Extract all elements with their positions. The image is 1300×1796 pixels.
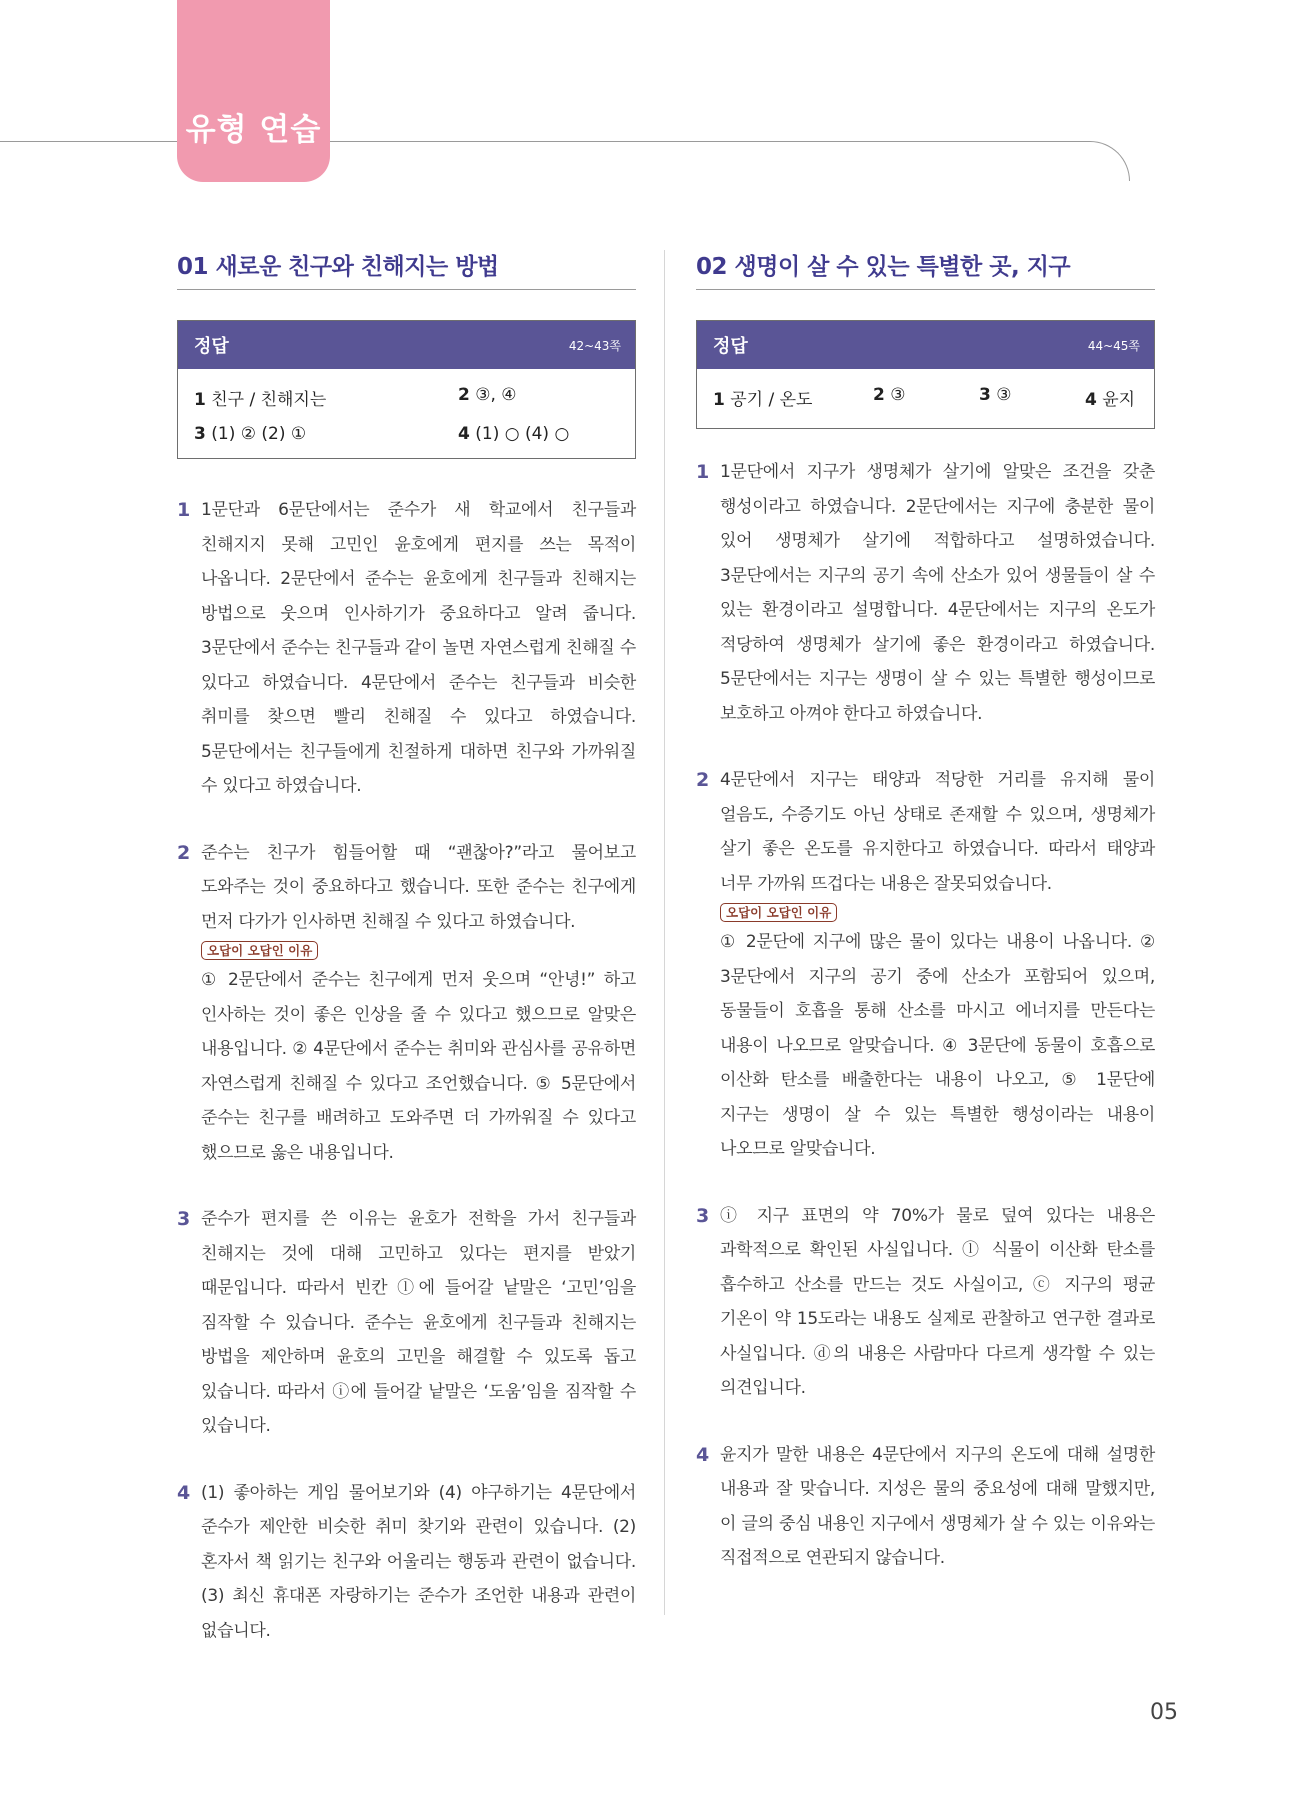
explanation-number: 2 — [177, 841, 191, 864]
explanation-item — [177, 1202, 636, 1444]
answer-item: 4 윤지 — [1085, 390, 1136, 410]
answer-header — [178, 321, 635, 369]
wrong-answer-reason-text: ① 2문단에서 준수는 친구에게 먼저 웃으며 “안녕!” 하고 인사하는 것이 좋은 인상을 줄 수 있다고 했으므로 알맞은 내용입니다. ② 4문단에서 준수는 취미와 관심사를 공유하면 자연스럽게 친해질 수 있다고 조언했습니다. ⑤ 5문단에서 준수는 친구를 배려하고 도와주면 더 가까워질 수 있다고 했으므로 옳은 내용입니다. — [201, 970, 636, 1163]
answer-pages: 44~45쪽 — [1087, 338, 1140, 353]
page-header-title: 유형 연습 — [185, 112, 322, 148]
explanation-item — [696, 1438, 1155, 1576]
answer-label: 정답 — [194, 336, 229, 357]
answer-item: 2 ③, ④ — [458, 385, 517, 405]
header-rule — [0, 141, 1130, 181]
explanation-number: 3 — [177, 1208, 191, 1230]
answer-item: 2 ③ — [873, 385, 906, 405]
answer-label: 정답 — [713, 336, 748, 357]
explanation-item — [696, 455, 1155, 731]
explanation-text: 윤지가 말한 내용은 4문단에서 지구의 온도에 대해 설명한 내용과 잘 맞습니다. 지성은 물의 중요성에 대해 말했지만, 이 글의 중심 내용인 지구에서 생명체가 살 수 있는 이유와는 직접적으로 연관되지 않습니다. — [720, 1444, 1155, 1568]
section-title-01: 01 새로운 친구와 친해지는 방법 — [177, 248, 636, 290]
answer-item: 1 친구 / 친해지는 — [194, 390, 327, 410]
explanation-item — [696, 1199, 1155, 1406]
answer-item: 4 (1) ○ (4) ○ — [458, 424, 570, 444]
explanation-number: 1 — [696, 461, 710, 483]
section-title-02: 02 생명이 살 수 있는 특별한 곳, 지구 — [696, 248, 1155, 290]
wrong-answer-reason-tag: 오답이 오답인 이유 — [720, 903, 837, 922]
answer-box-02 — [696, 320, 1155, 429]
explanation-text: 준수는 친구가 힘들어할 때 “괜찮아?”라고 물어보고 도와주는 것이 중요하다고 했습니다. 또한 준수는 친구에게 먼저 다가가 인사하면 친해질 수 있다고 하였습니다. — [201, 842, 636, 932]
explanation-number: 2 — [696, 769, 710, 791]
explanation-number: 3 — [696, 1204, 710, 1227]
explanation-item — [177, 1476, 636, 1649]
explanation-text: 1문단에서 지구가 생명체가 살기에 알맞은 조건을 갖춘 행성이라고 하였습니다. 2문단에서는 지구에 충분한 물이 있어 생명체가 살기에 적합하다고 설명하였습니다. 3문단에서는 지구의 공기 속에 산소가 있어 생물들이 살 수 있는 환경이라고 설명합니다. 4문단에서는 지구의 온도가 적당하여 생명체가 살기에 좋은 환경이라고 하였습니다. 5문단에서는 지구는 생명이 살 수 있는 특별한 행성이므로 보호하고 아껴야 한다고 하였습니다. — [720, 462, 1155, 724]
explanation-text: 1문단과 6문단에서는 준수가 새 학교에서 친구들과 친해지지 못해 고민인 윤호에게 편지를 쓰는 목적이 나옵니다. 2문단에서 준수는 윤호에게 친구들과 친해지는 방법으로 웃으며 인사하기가 중요하다고 알려 줍니다. 3문단에서 준수는 친구들과 같이 놀면 자연스럽게 친해질 수 있다고 하였습니다. 4문단에서 준수는 친구들과 비슷한 취미를 찾으면 빨리 친해질 수 있다고 하였습니다. 5문단에서는 친구들에게 친절하게 대하면 친구와 가까워질 수 있다고 하였습니다. — [201, 500, 636, 796]
explanation-text: ⓘ 지구 표면의 약 70%가 물로 덮여 있다는 내용은 과학적으로 확인된 사실입니다. ⓛ 식물이 이산화 탄소를 흡수하고 산소를 만드는 것도 사실이고, ⓒ 지구의 평균 기온이 약 15도라는 내용도 실제로 관찰하고 연구한 결과로 사실입니다. ⓓ의 내용은 사람마다 다르게 생각할 수 있는 의견입니다. — [720, 1205, 1155, 1398]
left-column — [177, 248, 636, 1648]
explanation-text: 준수가 편지를 쓴 이유는 윤호가 전학을 가서 친구들과 친해지는 것에 대해 고민하고 있다는 편지를 받았기 때문입니다. 따라서 빈칸 ⓛ에 들어갈 낱말은 ‘고민’임을 짐작할 수 있습니다. 준수는 윤호에게 친구들과 친해지는 방법을 제안하며 윤호의 고민을 해결할 수 있도록 돕고 있습니다. 따라서 ⓘ에 들어갈 낱말은 ‘도움’임을 짐작할 수 있습니다. — [201, 1209, 636, 1436]
answer-list — [178, 369, 635, 458]
explanation-number: 4 — [696, 1443, 710, 1466]
explanation-number: 1 — [177, 499, 191, 521]
explanation-item — [177, 836, 636, 1171]
answer-box-01 — [177, 320, 636, 459]
header-tab — [177, 0, 330, 182]
answer-item: 3 ③ — [979, 385, 1012, 405]
explanation-item — [177, 493, 636, 804]
explanation-item — [696, 763, 1155, 1167]
answer-pages: 42~43쪽 — [568, 338, 621, 353]
wrong-answer-reason-tag: 오답이 오답인 이유 — [201, 941, 318, 960]
wrong-answer-reason-text: ① 2문단에 지구에 많은 물이 있다는 내용이 나옵니다. ② 3문단에서 지구의 공기 중에 산소가 포함되어 있으며, 동물들이 호흡을 통해 산소를 마시고 에너지를 만든다는 내용이 나오므로 알맞습니다. ④ 3문단에 동물이 호흡으로 이산화 탄소를 배출한다는 내용이 나오고, ⑤ 1문단에 지구는 생명이 살 수 있는 특별한 행성이라는 내용이 나오므로 알맞습니다. — [720, 932, 1155, 1159]
right-column — [696, 248, 1155, 1576]
explanation-number: 4 — [177, 1481, 191, 1504]
column-divider — [664, 250, 665, 1615]
answer-header — [697, 321, 1154, 369]
answer-list — [697, 369, 1154, 428]
page-number: 05 — [1150, 1700, 1178, 1725]
explanation-text: 4문단에서 지구는 태양과 적당한 거리를 유지해 물이 얼음도, 수증기도 아닌 상태로 존재할 수 있으며, 생명체가 살기 좋은 온도를 유지한다고 하였습니다. 따라서 태양과 너무 가까워 뜨겁다는 내용은 잘못되었습니다. — [720, 770, 1155, 894]
answer-item: 1 공기 / 온도 — [713, 390, 813, 410]
explanation-text: (1) 좋아하는 게임 물어보기와 (4) 야구하기는 4문단에서 준수가 제안한 비슷한 취미 찾기와 관련이 있습니다. (2) 혼자서 책 읽기는 친구와 어울리는 행동과 관련이 없습니다. (3) 최신 휴대폰 자랑하기는 준수가 조언한 내용과 관련이 없습니다. — [201, 1482, 636, 1641]
answer-item: 3 (1) ② (2) ① — [194, 424, 307, 444]
